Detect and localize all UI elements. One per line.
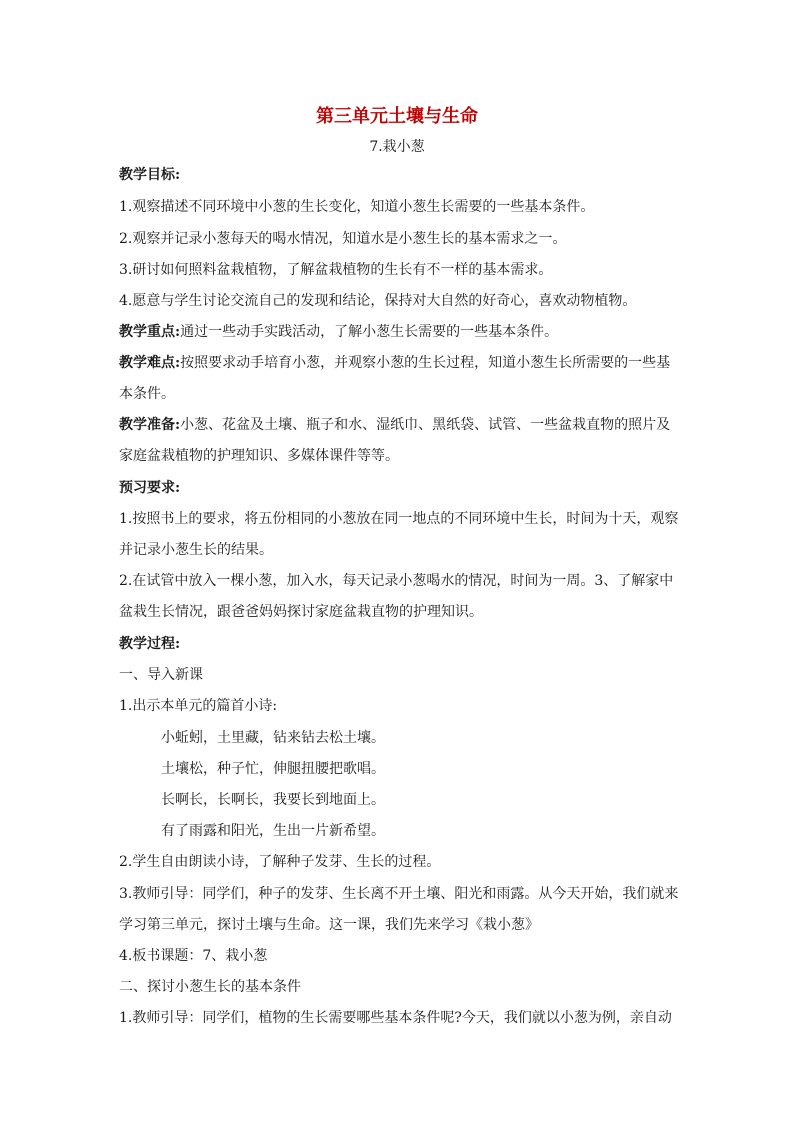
preparation-label: 教学准备: [119,417,181,433]
difficulty-text: 按照要求动手培育小葱，并观察小葱的生长过程，知道小葱生长所需要的一些基 [180,355,671,371]
process-item: 3.教师引导：同学们，种子的发芽、生长离不开土壤、阳光和雨露。从今天开始，我们就来 [119,886,679,902]
objective-item: 3.研讨如何照料盆栽植物，了解盆栽植物的生长有不一样的基本需求。 [119,262,553,278]
process-item: 4.板书课题：7、栽小葱 [119,948,268,964]
preparation-paragraph [119,416,679,434]
objective-item: 1.观察描述不同环境中小葱的生长变化，知道小葱生长需要的一些基本条件。 [119,199,595,215]
preparation-text: 小葱、花盆及土壤、瓶子和水、湿纸巾、黑纸袋、试管、一些盆栽直物的照片及 [180,417,671,433]
preview-line: 并记录小葱生长的结果。 [119,542,273,558]
preview-line: 1.按照书上的要求，将五份相同的小葱放在同一地点的不同环境中生长，时间为十天，观察 [119,511,679,527]
poem-line: 小蚯蚓，土里藏，钻来钻去松土壤。 [161,730,385,746]
preview-heading: 预习要求: [119,480,181,496]
section-heading: 一、导入新课 [119,667,203,683]
objective-item: 2.观察并记录小葱每天的喝水情况，知道水是小葱生长的基本需求之一。 [119,231,567,247]
preparation-text-cont: 家庭盆栽植物的护理知识、多媒体课件等等。 [119,448,399,464]
difficulty-label: 教学难点: [119,355,181,371]
process-item-cont: 学习第三单元，探讨土壤与生命。这一课，我们先来学习《栽小葱》 [119,917,539,933]
preview-line: 2.在试管中放入一棵小葱，加入水，每天记录小葱喝水的情况，时间为一周。3、了解家中 [119,573,674,589]
objective-item: 4.愿意与学生讨论交流自己的发现和结论，保持对大自然的好奇心，喜欢动物植物。 [119,293,637,309]
preview-line: 盆栽生长情况，跟爸爸妈妈探讨家庭盆栽直物的护理知识。 [119,604,483,620]
key-point-paragraph [119,323,679,341]
difficulty-text-cont: 本条件。 [119,386,175,402]
objectives-heading: 教学目标: [119,167,181,183]
section-heading: 二、探讨小葱生长的基本条件 [119,979,301,995]
process-item: 1.教师引导：同学们，植物的生长需要哪些基本条件呢?今天，我们就以小葱为例，亲自动 [119,1010,672,1026]
poem-line: 土壤松，种子忙，伸腿扭腰把歌唱。 [161,761,385,777]
poem-line: 有了雨露和阳光，生出一片新希望。 [161,823,385,839]
process-item: 1.出示本单元的篇首小诗: [119,698,278,714]
poem-line: 长啊长，长啊长，我要长到地面上。 [161,792,385,808]
document-title: 第三单元土壤与生命 [316,106,478,127]
key-point-text: 通过一些动手实践活动，了解小葱生长需要的一些基本条件。 [180,324,559,340]
lesson-subtitle: 7.栽小葱 [369,139,425,155]
process-item: 2.学生自由朗读小诗，了解种子发芽、生长的过程。 [119,854,441,870]
process-heading: 教学过程: [119,636,181,652]
key-point-label: 教学重点: [119,324,181,340]
difficulty-paragraph [119,354,679,372]
